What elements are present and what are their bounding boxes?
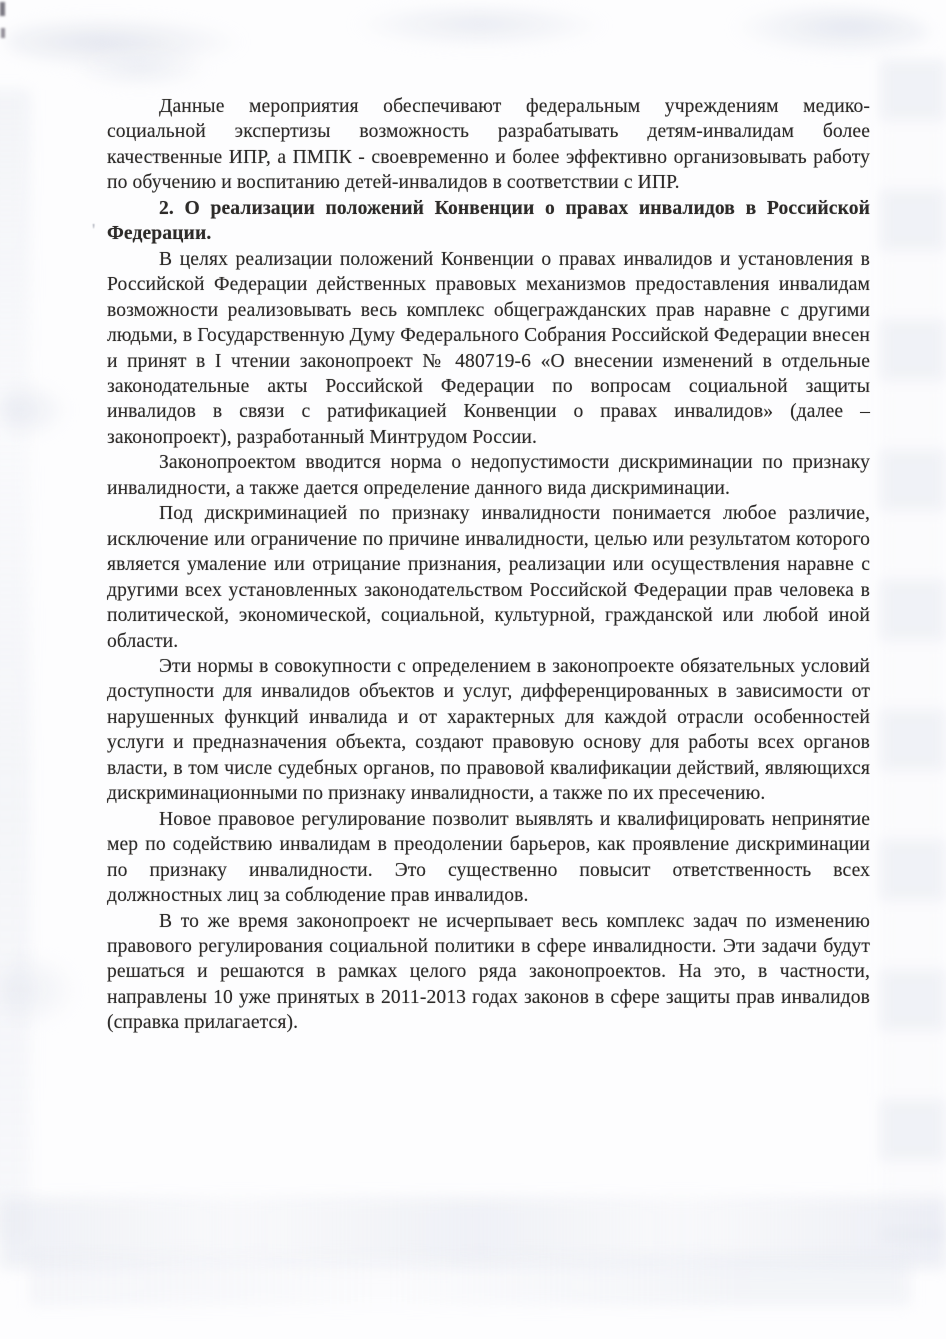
body-paragraph-6: Новое правовое регулирование позволит выявлять и квалифицировать непринятие мер по содействию инвалидам в преодолении барьеров, как проявление дискриминации по признаку инвалидности. Это существенно повысит ответственность всех должностных лиц за соблюдение прав инвалидов. [107,808,870,907]
scan-artifact [350,8,610,48]
body-paragraph-7: В то же время законопроект не исчерпывает весь комплекс задач по изменению правового регулирования социальной политики в сфере инвалидности. Эти задачи будут решаться и решаются в рамках целого ряда законопроектов. На это, в частности, направлены 10 уже принятых в 2011-2013 годах законов в сфере защиты прав инвалидов (справка прилагается). [107,910,870,1034]
scan-edge-mark [0,2,5,16]
scan-artifact [0,380,70,440]
document-text-block [107,94,870,1036]
scan-artifact [0,1198,946,1268]
scan-artifact [880,60,946,1240]
body-paragraph-5: Эти нормы в совокупности с определением в законопроекте обязательных условий доступности для инвалидов объектов и услуг, дифференцированных в зависимости от нарушенных функций инвалида и от характерных для каждой отрасли особенностей услуги и предназначения объекта, создают правовую основу для работы всех органов власти, в том числе судебных органов, по правовой квалификации действий, являющихся дискриминационными по признаку инвалидности, а также по их пресечению. [107,655,870,805]
scan-artifact [0,90,30,1240]
scan-artifact [730,8,930,56]
scan-artifact [6,16,246,68]
scan-artifact [30,1255,910,1305]
body-paragraph-1: Данные мероприятия обеспечивают федеральным учреждениям медико-социальной экспертизы возможность разрабатывать детям-инвалидам более качественные ИПР, а ПМПК - своевременно и более эффективно организовывать работу по обучению и воспитанию детей-инвалидов в соответствии с ИПР. [107,96,870,194]
section-heading-2: 2. О реализации положений Конвенции о правах инвалидов в Российской Федерации. [107,197,870,245]
body-paragraph-4: Под дискриминацией по признаку инвалидности понимается любое различие, исключение или ограничение по причине инвалидности, целью или результатом которого является умаление или отрицание признания, реализации или осуществления наравне с другими всех установленных законодательством Российской Федерации прав человека в политической, экономической, социальной, культурной, гражданской или любой иной области. [107,503,870,652]
scan-artifact [70,48,210,88]
body-paragraph-2: В целях реализации положений Конвенции о правах инвалидов и установления в Российской Федерации действенных правовых механизмов предоставления инвалидам возможности реализовывать весь комплекс общегражданских прав наравне с другими людьми, в Государственную Думу Федерального Собрания Российской Федерации внесен и принят в I чтении законопроект № 480719-6 «О внесении изменений в отдельные законодательные акты Российской Федерации по вопросам социальной защиты инвалидов в связи с ратификацией Конвенции о правах инвалидов» (далее – законопроект), разработанный Минтрудом России. [107,248,870,448]
scan-edge-mark [1,28,5,38]
body-paragraph-3: Законопроектом вводится норма о недопустимости дискриминации по признаку инвалидности, а также дается определение данного вида дискриминации. [107,452,870,499]
stray-pen-tick: ' [92,220,96,240]
scan-artifact [0,950,80,1030]
